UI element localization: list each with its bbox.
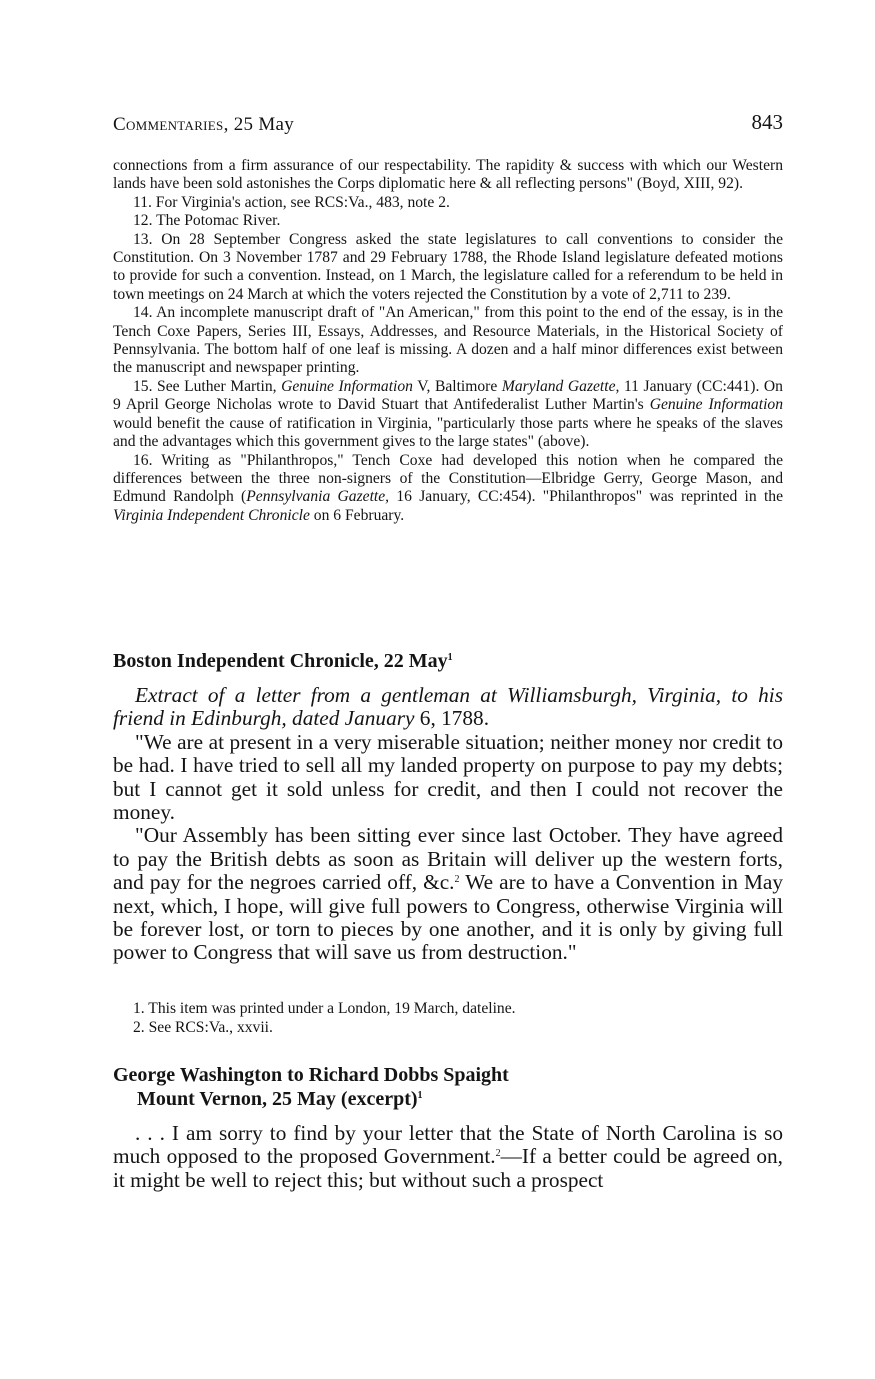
- note-14: 14. An incomplete manuscript draft of "An American," from this point to the end of the essay, is in the Tench Coxe Papers, Series III, Essays, Addresses, and Resource Materials, in the Historical Society of Pennsylvania. The bottom half of one leaf is missing. A dozen and a half minor differences exist between the manuscript and newspaper printing.: [113, 304, 783, 377]
- section-heading-dateline: Mount Vernon, 25 May (excerpt): [137, 1088, 418, 1110]
- note-15: [113, 378, 783, 452]
- letter-extract: [113, 684, 783, 965]
- note-16-text: on 6 February.: [309, 506, 405, 524]
- washington-paragraph-a: . . . I am sorry to find by your letter that the State of North Carolina is so much opposed to the proposed Government.: [113, 1121, 783, 1169]
- section-heading-text: Boston Independent Chronicle, 22 May: [113, 650, 448, 672]
- footnotes-continued: [113, 157, 783, 525]
- running-head: [113, 110, 783, 140]
- note-15-newspaper: Maryland Gazette,: [501, 377, 620, 395]
- section-heading-note-ref: 1: [447, 652, 453, 663]
- note-12: 12. The Potomac River.: [133, 212, 281, 230]
- letter-paragraph-2: [113, 824, 783, 964]
- note-15-title: Genuine Information: [281, 377, 413, 395]
- chronicle-note-2: 2. See RCS:Va., xxvii.: [133, 1019, 273, 1036]
- washington-paragraph-b: —If a better could be agreed on, it might be well to reject this; but without such a prospect: [113, 1144, 783, 1192]
- note-ref: 2: [454, 874, 460, 886]
- running-head-title: [113, 114, 294, 136]
- washington-paragraph: [113, 1122, 783, 1192]
- letter-paragraph-1: "We are at present in a very miserable situation; neither money nor credit to be had. I have tried to sell all my landed property on purpose to pay my debts; but I cannot get it sold unless for credit, and then I could not recover the money.: [113, 729, 783, 825]
- note-11: 11. For Virginia's action, see RCS:Va., 483, note 2.: [133, 193, 450, 211]
- running-head-date: 25 May: [233, 114, 295, 135]
- section-heading-line-2: [113, 1087, 509, 1111]
- washington-letter: [113, 1122, 783, 1192]
- letter-intro: [113, 684, 783, 731]
- letter-paragraph-2-a: "Our Assembly has been sitting ever since last October. They have agreed to pay the British debts as soon as Britain will deliver up the western forts, and pay for the negroes carried off, &c.: [113, 823, 783, 895]
- note-10-tail: connections from a firm assurance of our respectability. The rapidity & success with which our Western lands have been sold astonishes the Corps diplomatic here & all reflecting persons" (Boyd, XIII, 92).: [113, 157, 783, 193]
- section-heading-washington: [113, 1063, 509, 1111]
- note-16-newspaper: Pennsylvania Gazette,: [246, 488, 390, 506]
- note-13: 13. On 28 September Congress asked the state legislatures to call conventions to consider the Constitution. On 3 November 1787 and 29 February 1788, the Rhode Island legislature defeated motions to provide for such a convention. Instead, on 1 March, the legislature called for a referendum to be held in town meetings on 24 March at which the voters rejected the Constitution by a vote of 2,711 to 239.: [113, 230, 783, 303]
- page-number: 843: [751, 110, 783, 134]
- letter-intro-italic: Extract of a letter from a gentleman at Williamsburgh, Virginia, to his friend in Edinburgh, dated January: [113, 683, 783, 731]
- note-15-text: 11 January (CC:441). On 9 April George Nicholas wrote to David Stuart that Antifederalist Luther Martin's: [113, 377, 783, 414]
- section-heading-line-1: George Washington to Richard Dobbs Spaight: [113, 1064, 509, 1086]
- note-ref: 2: [495, 1148, 501, 1160]
- note-16-text: 16 January, CC:454). "Philanthropos" was reprinted in the: [389, 488, 783, 506]
- note-15-text: 15. See Luther Martin,: [133, 377, 282, 395]
- note-15-title: Genuine Information: [649, 396, 783, 414]
- note-16: [113, 452, 783, 526]
- section-heading-note-ref: 1: [417, 1090, 423, 1101]
- note-16-newspaper: Virginia Independent Chronicle: [113, 506, 310, 524]
- section-heading-chronicle: [113, 649, 453, 673]
- note-15-text: V, Baltimore: [412, 377, 502, 395]
- note-16-text: 16. Writing as "Philanthropos," Tench Coxe had developed this notion when he compared the differences between the three non-signers of the Constitution—Elbridge Gerry, George Mason, and Edmund Randolph (: [113, 451, 783, 506]
- note-15-text: would benefit the cause of ratification in Virginia, "particularly those parts where he speaks of the slaves and the advantages which this government gives to the large states" (above).: [113, 414, 783, 451]
- running-head-prefix: Commentaries,: [113, 114, 229, 135]
- chronicle-footnotes: [113, 999, 783, 1037]
- letter-intro-date: 6, 1788.: [414, 706, 490, 731]
- chronicle-note-1: 1. This item was printed under a London, 19 March, dateline.: [133, 1000, 516, 1017]
- letter-paragraph-2-b: We are to have a Convention in May next, which, I hope, will give full powers to Congress, otherwise Virginia will be forever lost, or torn to pieces by one another, and it is only by giving full power to Congress that will save us from destruction.": [113, 870, 783, 965]
